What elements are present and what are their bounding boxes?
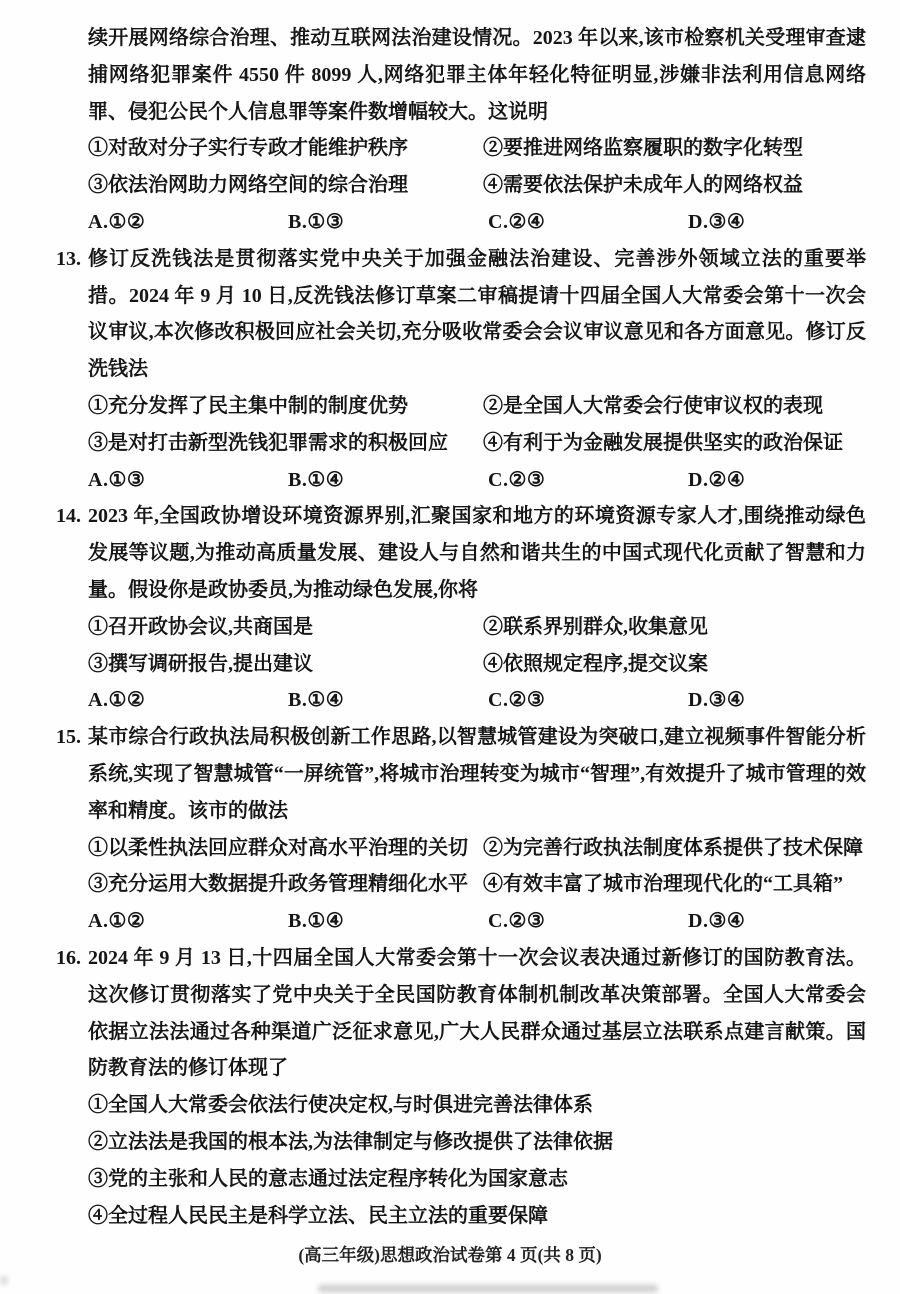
question-number: 13.: [56, 247, 81, 270]
page-footer: (高三年级)思想政治试卷第 4 页(共 8 页): [298, 1245, 602, 1266]
answer-choice-a: A.①②: [88, 910, 146, 933]
question-number: 16.: [56, 946, 81, 969]
question-stem-row: [0, 498, 866, 608]
answer-choice-d: D.③④: [688, 689, 746, 712]
option-item: ④依照规定程序,提交议案: [483, 652, 708, 675]
question-number: 14.: [56, 505, 81, 528]
answer-choice-c: C.②③: [488, 468, 546, 491]
answer-choice-a: A.①②: [88, 210, 146, 233]
option-item: ④有效丰富了城市治理现代化的“工具箱”: [483, 873, 843, 896]
answer-choice-a: A.①③: [88, 468, 146, 491]
option-item: ④需要依法保护未成年人的网络权益: [483, 174, 803, 197]
answer-choice-b: B.①④: [288, 689, 345, 712]
option-item: ②是全国人大常委会行使审议权的表现: [483, 394, 823, 417]
option-item: ③充分运用大数据提升政务管理精细化水平: [88, 873, 468, 896]
answer-choice-b: B.①③: [288, 210, 345, 233]
option-list: [0, 1087, 866, 1234]
option-item: ①召开政协会议,共商国是: [88, 615, 313, 638]
question-stem: 续开展网络综合治理、推动互联网法治建设情况。2023 年以来,该市检察机关受理审查逮捕网络犯罪案件 4550 件 8099 人,网络犯罪主体年轻化特征明显,涉嫌非法利用信息网络罪、侵犯公民个人信息罪等案件数增幅较大。这说明: [88, 27, 866, 123]
answer-choice-b: B.①④: [288, 910, 345, 933]
option-item: ②为完善行政执法制度体系提供了技术保障: [483, 836, 863, 859]
option-item: ②联系界别群众,收集意见: [483, 615, 708, 638]
scan-artifact-bottom: [318, 1285, 658, 1292]
answer-row: [0, 204, 866, 241]
option-item: ④有利于为金融发展提供坚实的政治保证: [483, 431, 843, 454]
option-item: ③党的主张和人民的意志通过法定程序转化为国家意志: [88, 1167, 568, 1190]
answer-choice-c: C.②④: [488, 210, 546, 233]
question-stem: 2023 年,全国政协增设环境资源界别,汇聚国家和地方的环境资源专家人才,围绕推动绿色发展等议题,为推动高质量发展、建设人与自然和谐共生的中国式现代化贡献了智慧和力量。假设你是政协委员,为推动绿色发展,你将: [88, 505, 866, 601]
option-item: ③是对打击新型洗钱犯罪需求的积极回应: [88, 431, 448, 454]
question-stem: 2024 年 9 月 13 日,十四届全国人大常委会第十一次会议表决通过新修订的国防教育法。这次修订贯彻落实了党中央关于全民国防教育体制机制改革决策部署。全国人大常委会依据立法法通过各种渠道广泛征求意见,广大人民群众通过基层立法联系点建言献策。国防教育法的修订体现了: [88, 946, 866, 1080]
option-item: ①以柔性执法回应群众对高水平治理的关切: [88, 836, 468, 859]
question-stem: 某市综合行政执法局积极创新工作思路,以智慧城管建设为突破口,建立视频事件智能分析系统,实现了智慧城管“一屏统管”,将城市治理转变为城市“智理”,有效提升了城市管理的效率和精度。该市的做法: [88, 726, 866, 822]
option-grid: [0, 130, 866, 204]
question-stem-row: [0, 20, 866, 130]
answer-choice-c: C.②③: [488, 910, 546, 933]
question-stem: 修订反洗钱法是贯彻落实党中央关于加强金融法治建设、完善涉外领域立法的重要举措。2024 年 9 月 10 日,反洗钱法修订草案二审稿提请十四届全国人大常委会第十一次会议审议,本次修改积极回应社会关切,充分吸收常委会会议审议意见和各方面意见。修订反洗钱法: [88, 247, 866, 381]
answer-row: [0, 903, 866, 940]
answer-choice-d: D.③④: [688, 910, 746, 933]
option-item: ②立法法是我国的根本法,为法律制定与修改提供了法律依据: [88, 1130, 613, 1153]
scan-artifact-left: [0, 1276, 8, 1285]
question-block-13: [0, 241, 866, 499]
question-number: 15.: [56, 726, 81, 749]
option-grid: [0, 830, 866, 904]
option-item: ①充分发挥了民主集中制的制度优势: [88, 394, 408, 417]
question-block-14: [0, 498, 866, 719]
answer-choice-d: D.③④: [688, 210, 746, 233]
question-stem-row: [0, 241, 866, 388]
option-item: ②要推进网络监察履职的数字化转型: [483, 137, 803, 160]
question-block-16: [0, 940, 866, 1234]
question-block-12-continuation: [0, 20, 866, 241]
question-stem-row: [0, 719, 866, 829]
option-item: ③依法治网助力网络空间的综合治理: [88, 174, 408, 197]
answer-row: [0, 682, 866, 719]
option-item: ①对敌对分子实行专政才能维护秩序: [88, 137, 408, 160]
option-grid: [0, 388, 866, 462]
answer-choice-b: B.①④: [288, 468, 345, 491]
option-item: ④全过程人民民主是科学立法、民主立法的重要保障: [88, 1204, 548, 1227]
answer-choice-a: A.①②: [88, 689, 146, 712]
question-block-15: [0, 719, 866, 940]
answer-choice-c: C.②③: [488, 689, 546, 712]
answer-row: [0, 462, 866, 499]
answer-choice-d: D.②④: [688, 468, 746, 491]
option-item: ①全国人大常委会依法行使决定权,与时俱进完善法律体系: [88, 1094, 593, 1117]
option-item: ③撰写调研报告,提出建议: [88, 652, 313, 675]
question-stem-row: [0, 940, 866, 1087]
option-grid: [0, 609, 866, 683]
